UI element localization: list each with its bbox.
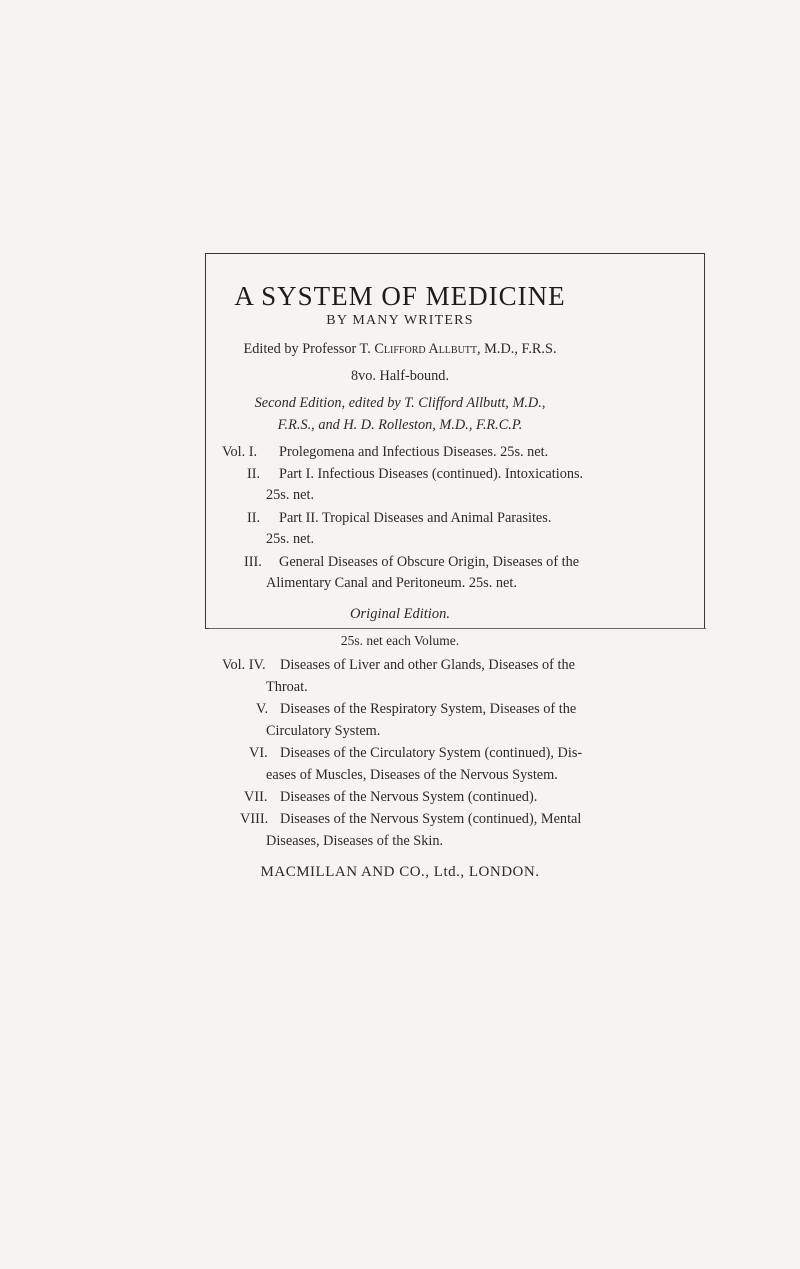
volume-label: VII.: [244, 789, 268, 805]
volume-description: Circulatory System.: [266, 723, 381, 739]
editor-name: Clifford Allbutt: [374, 341, 478, 357]
volume-description: Diseases of Liver and other Glands, Diseases of the: [280, 657, 575, 673]
volume-description: 25s. net.: [266, 487, 315, 503]
volume-description: Part I. Infectious Diseases (continued). Intoxications.: [279, 466, 584, 482]
volume-label: Vol. IV.: [222, 657, 266, 673]
volume-description: 25s. net.: [266, 531, 315, 547]
volume-description: Part II. Tropical Diseases and Animal Parasites.: [279, 510, 552, 526]
volume-label: VIII.: [240, 811, 269, 827]
format-line: 8vo. Half-bound.: [350, 368, 450, 384]
volume-label: V.: [256, 701, 269, 717]
volume-description: Throat.: [266, 679, 308, 695]
volume-label: III.: [244, 554, 262, 570]
second-edition-line-1: Second Edition, edited by T. Clifford Allbutt, M.D.,: [254, 395, 546, 411]
publisher-line: MACMILLAN AND CO., Ltd., LONDON.: [260, 864, 540, 880]
original-edition-heading: Original Edition.: [350, 606, 450, 622]
second-edition-line-2: F.R.S., and H. D. Rolleston, M.D., F.R.C.P.: [277, 417, 523, 433]
volume-description: General Diseases of Obscure Origin, Diseases of the: [279, 554, 580, 570]
editor-line: Edited by Professor T. Clifford Allbutt, M.D., F.R.S.: [243, 341, 557, 357]
volume-description: Alimentary Canal and Peritoneum. 25s. net.: [266, 575, 517, 591]
volume-description: eases of Muscles, Diseases of the Nervous System.: [266, 767, 558, 783]
volume-description: Diseases of the Nervous System (continued).: [280, 789, 538, 805]
volume-description: Diseases of the Circulatory System (continued), Dis-: [280, 745, 583, 761]
volume-description: Diseases, Diseases of the Skin.: [266, 833, 444, 849]
volume-label: Vol. I.: [222, 444, 258, 460]
volume-description: Diseases of the Respiratory System, Diseases of the: [280, 701, 577, 717]
border-shadow-line: [209, 628, 706, 629]
book-title: A SYSTEM OF MEDICINE: [234, 281, 566, 311]
volume-label: II.: [247, 466, 261, 482]
book-subtitle: BY MANY WRITERS: [326, 313, 474, 328]
volume-description: Prolegomena and Infectious Diseases. 25s. net.: [279, 444, 549, 460]
volume-label: VI.: [249, 745, 268, 761]
volume-label: II.: [247, 510, 261, 526]
original-edition-price: 25s. net each Volume.: [340, 633, 460, 648]
volume-description: Diseases of the Nervous System (continued), Mental: [280, 811, 582, 827]
